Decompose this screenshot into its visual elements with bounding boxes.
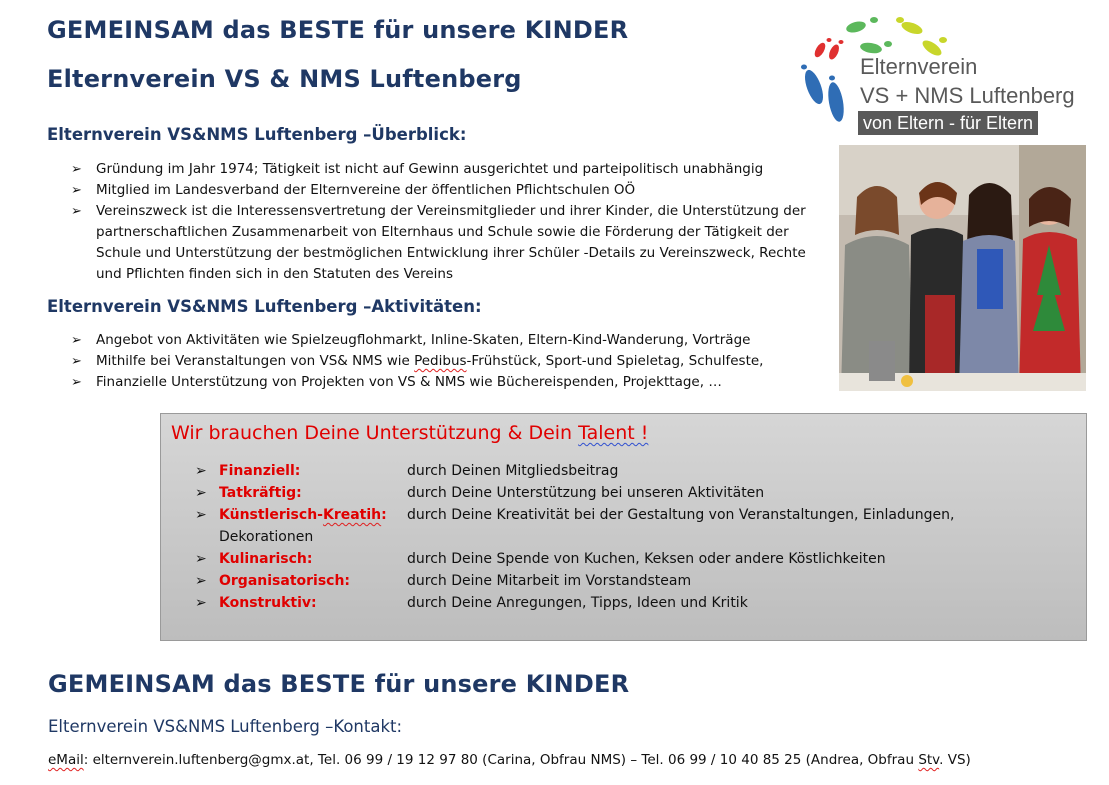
list-item: ➢ Mithilfe bei Veranstaltungen von VS& NMS wie Pedibus-Frühstück, Sport-und Spieletag, Schulfeste,	[71, 351, 831, 372]
list-item: ➢ Finanzielle Unterstützung von Projekten von VS & NMS wie Büchereispenden, Projekttage, …	[71, 372, 831, 393]
list-item: ➢ Gründung im Jahr 1974; Tätigkeit ist nicht auf Gewinn ausgerichtet und parteipolitisch unabhängig	[71, 159, 816, 180]
arrow-bullet-icon: ➢	[195, 551, 207, 567]
logo	[796, 12, 1096, 137]
contact-heading: Elternverein VS&NMS Luftenberg –Kontakt:	[48, 717, 403, 736]
support-list	[195, 460, 1075, 614]
support-box	[160, 413, 1087, 641]
list-item: ➢ Künstlerisch-Kreatih: durch Deine Kreativität bei der Gestaltung von Veranstaltungen, Einladungen, Dekorationen	[195, 504, 1075, 548]
arrow-bullet-icon: ➢	[71, 162, 82, 177]
activities-heading: Elternverein VS&NMS Luftenberg –Aktivitäten:	[47, 297, 482, 316]
page-title: GEMEINSAM das BESTE für unsere KINDER	[47, 16, 629, 44]
list-item: ➢ Finanziell: durch Deinen Mitgliedsbeitrag	[195, 460, 1075, 482]
arrow-bullet-icon: ➢	[195, 463, 207, 479]
logo-tagline: von Eltern - für Eltern	[858, 111, 1038, 135]
logo-line2: VS + NMS Luftenberg	[860, 83, 1075, 108]
list-item: ➢ Angebot von Aktivitäten wie Spielzeugflohmarkt, Inline-Skaten, Eltern-Kind-Wanderung, Vorträge	[71, 330, 831, 351]
arrow-bullet-icon: ➢	[71, 204, 82, 219]
list-item: ➢ Tatkräftig: durch Deine Unterstützung bei unseren Aktivitäten	[195, 482, 1075, 504]
arrow-bullet-icon: ➢	[71, 354, 82, 369]
logo-line1: Elternverein	[860, 54, 978, 79]
arrow-bullet-icon: ➢	[195, 507, 207, 523]
arrow-bullet-icon: ➢	[195, 573, 207, 589]
activities-list	[71, 330, 831, 393]
overview-heading: Elternverein VS&NMS Luftenberg –Überblick:	[47, 125, 467, 144]
arrow-bullet-icon: ➢	[71, 375, 82, 390]
contact-line: eMail: elternverein.luftenberg@gmx.at, Tel. 06 99 / 19 12 97 80 (Carina, Obfrau NMS) – Tel. 06 99 / 10 40 85 25 (Andrea, Obfrau Stv. VS)	[48, 752, 971, 768]
support-title: Wir brauchen Deine Unterstützung & Dein Talent !	[171, 422, 649, 444]
list-item: ➢ Mitglied im Landesverband der Elternvereine der öffentlichen Pflichtschulen OÖ	[71, 180, 816, 201]
team-photo	[839, 145, 1086, 391]
list-item: ➢ Konstruktiv: durch Deine Anregungen, Tipps, Ideen und Kritik	[195, 592, 1075, 614]
arrow-bullet-icon: ➢	[71, 333, 82, 348]
page-subtitle: Elternverein VS & NMS Luftenberg	[47, 65, 522, 93]
list-item: ➢ Vereinszweck ist die Interessensvertretung der Vereinsmitglieder und ihrer Kinder, die Unterstützung der partnerschaftlichen Zusammenarbeit von Elternhaus und Schule sowie die Förderung der Tätigkeit der Schule und Unterstützung der bestmöglichen Entwicklung ihrer Schüler -Details zu Vereinszweck, Rechte und Pflichten finden sich in den Statuten des Vereins	[71, 203, 806, 282]
list-item: ➢ Organisatorisch: durch Deine Mitarbeit im Vorstandsteam	[195, 570, 1075, 592]
overview-list	[71, 159, 816, 285]
footer-title: GEMEINSAM das BESTE für unsere KINDER	[48, 670, 630, 698]
arrow-bullet-icon: ➢	[195, 595, 207, 611]
spellcheck-word: Pedibus	[414, 353, 467, 369]
arrow-bullet-icon: ➢	[195, 485, 207, 501]
list-item: ➢ Kulinarisch: durch Deine Spende von Kuchen, Keksen oder andere Köstlichkeiten	[195, 548, 1075, 570]
arrow-bullet-icon: ➢	[71, 183, 82, 198]
